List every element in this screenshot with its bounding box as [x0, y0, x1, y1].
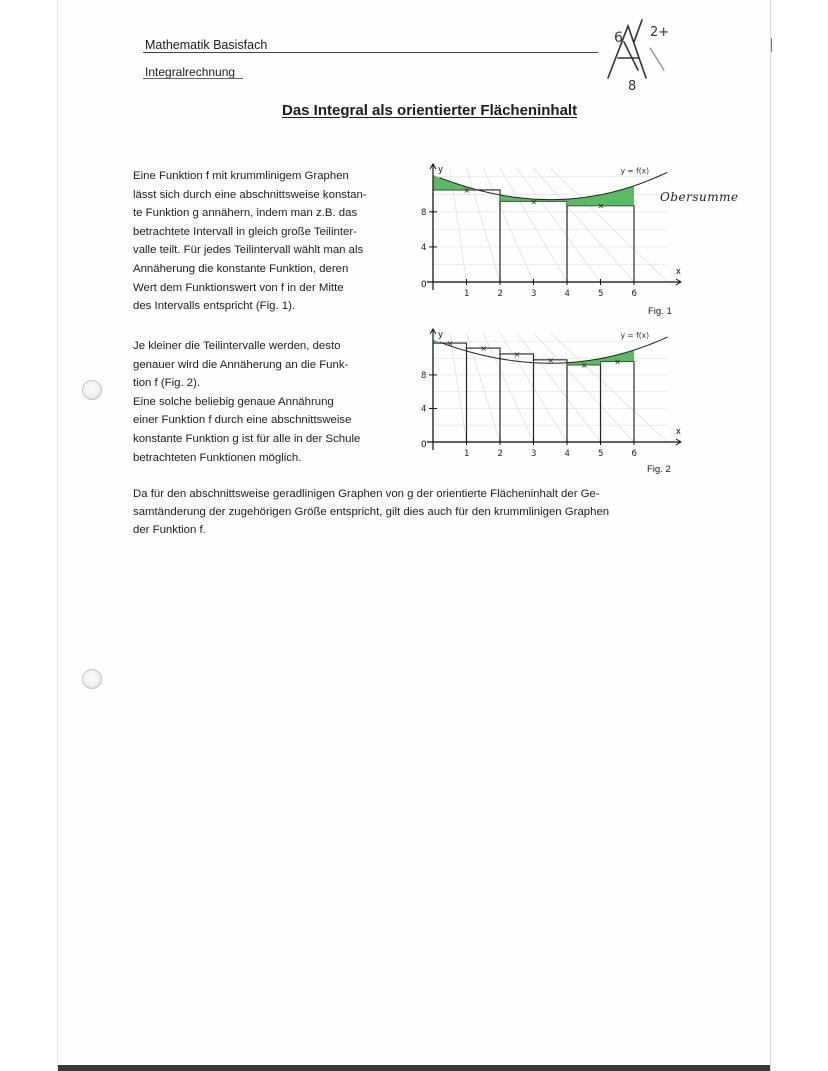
x-tick-label: 5 [598, 449, 604, 459]
y-tick-label: 4 [421, 242, 427, 253]
origin-label: 0 [421, 280, 427, 290]
grid-line [534, 168, 635, 282]
x-tick-label: 5 [598, 289, 604, 299]
text-line: einer Funktion f durch eine abschnittsweise [133, 414, 352, 427]
text-line: Je kleiner die Teilintervalle werden, desto [133, 340, 341, 352]
text-line: te Funktion g annähern, indem man z.B. das [133, 207, 358, 220]
handwritten-logo-icon [598, 12, 680, 92]
grid-line [534, 333, 635, 442]
text-line: des Intervalls entspricht (Fig. 1). [133, 300, 296, 313]
text-line: betrachtete Intervall in gleich große Teilinter- [133, 225, 357, 238]
paragraph-1 [133, 167, 403, 316]
header-subject: Mathematik Basisfach [145, 38, 268, 52]
midpoint-marker: × [547, 355, 554, 365]
x-tick-label: 6 [631, 289, 637, 299]
x-tick-label: 4 [564, 449, 570, 459]
text-line: tion f (Fig. 2). [133, 377, 201, 390]
header-topic: Integralrechnung [145, 65, 236, 79]
x-tick-label: 2 [497, 449, 503, 459]
x-tick-label: 1 [464, 289, 470, 299]
text-line: samtänderung der zugehörigen Größe entspricht, gilt dies auch für den krummlinigen Graphen [133, 506, 610, 519]
grid-line [550, 168, 667, 282]
x-axis-label: x [675, 267, 681, 277]
punch-hole-top [82, 380, 102, 400]
curve-label: y = f(x) [620, 166, 650, 176]
y-tick-label: 4 [421, 404, 427, 415]
y-axis-label: y [438, 330, 444, 340]
grid-line [450, 333, 467, 442]
midpoint-marker: × [446, 339, 454, 349]
grid-line [483, 168, 533, 282]
text-line: der Funktion f. [133, 524, 206, 537]
step-bar [567, 365, 601, 442]
page-title: Das Integral als orientierter Flächeninhalt [282, 102, 578, 119]
scan-bottom-edge [58, 1065, 770, 1071]
text-line: genauer wird die Annäherung an die Funk- [133, 358, 349, 371]
handwritten-note-obersumme: Obersumme [660, 190, 739, 204]
figure-2-graph [415, 325, 681, 460]
midpoint-marker: × [463, 185, 471, 195]
text-line: betrachteten Funktionen möglich. [133, 451, 302, 464]
step-bar [467, 348, 501, 442]
header-rule [143, 52, 598, 53]
step-bar [500, 354, 534, 442]
step-bar [534, 360, 568, 442]
midpoint-marker: × [480, 344, 487, 354]
text-line: Annäherung die konstante Funktion, deren [133, 262, 349, 275]
grid-line [500, 168, 567, 282]
punch-hole-bottom [82, 669, 102, 689]
grid-line [517, 333, 601, 442]
grid-line [550, 333, 667, 442]
figure-2-label: Fig. 2 [647, 464, 671, 475]
grid-line [467, 168, 501, 282]
grid-line [517, 168, 601, 282]
text-line: Eine solche beliebig genaue Annährung [133, 395, 334, 408]
x-tick-label: 3 [531, 289, 537, 299]
midpoint-marker: × [580, 360, 588, 370]
x-tick-label: 1 [464, 449, 470, 459]
text-line: Da für den abschnittsweise geradlinigen Graphen von g der orientierte Flächeninhalt der Ge- [133, 488, 600, 500]
step-bar [601, 362, 635, 442]
paragraph-3 [133, 485, 663, 540]
header-topic-rule [143, 78, 243, 79]
y-tick-label: 8 [421, 370, 427, 381]
y-tick-label: 8 [421, 207, 427, 218]
midpoint-marker: × [614, 357, 621, 367]
midpoint-marker: × [513, 349, 521, 359]
origin-label: 0 [421, 440, 427, 450]
step-bar [500, 201, 567, 282]
paragraph-2 [133, 337, 403, 467]
x-tick-label: 2 [497, 289, 503, 299]
midpoint-marker: × [597, 201, 605, 211]
text-line: lässt sich durch eine abschnittsweise konstan- [133, 188, 367, 201]
x-tick-label: 6 [631, 449, 637, 459]
text-line: Eine Funktion f mit krummlinigem Graphen [133, 170, 349, 182]
figure-1-label: Fig. 1 [648, 306, 672, 317]
curve-label: y = f(x) [620, 331, 650, 341]
x-tick-label: 3 [531, 449, 537, 459]
y-axis-label: y [438, 165, 444, 175]
midpoint-marker: × [530, 197, 538, 207]
x-tick-label: 4 [564, 289, 570, 299]
page-edge-mark [771, 38, 772, 52]
text-line: Wert dem Funktionswert von f in der Mitte [133, 281, 344, 294]
logo-digit-8: 8 [628, 79, 637, 94]
text-line: valle teilt. Für jedes Teilintervall wählt man als [133, 244, 364, 257]
logo-digit-6: 6 [614, 30, 623, 46]
logo-digit-2plus: 2+ [650, 25, 670, 40]
grid-line [483, 333, 533, 442]
text-line: konstante Funktion g ist für alle in der Schule [133, 432, 361, 445]
x-axis-label: x [675, 427, 681, 437]
step-bar [433, 190, 500, 282]
figure-1-graph [415, 160, 681, 300]
